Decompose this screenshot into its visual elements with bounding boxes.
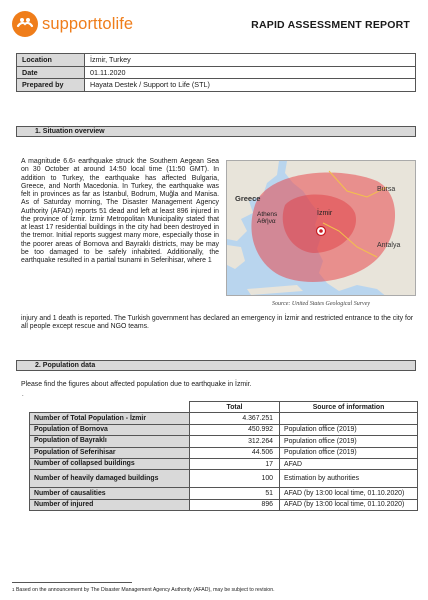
row-source [280, 413, 418, 424]
population-table [29, 401, 418, 511]
meta-value: İzmir, Turkey [85, 54, 416, 67]
map-label-antalya: Antalya [377, 242, 401, 249]
row-source: AFAD [280, 458, 418, 469]
table-row [30, 499, 418, 510]
row-label: Number of Total Population - İzmir [30, 413, 190, 424]
map-label-greece: Greece [235, 194, 261, 203]
map-caption: Source: United States Geological Survey [271, 301, 371, 307]
table-row [30, 447, 418, 458]
table-row [17, 66, 416, 79]
map-label-izmir: İzmir [317, 210, 333, 217]
report-title: RAPID ASSESSMENT REPORT [251, 19, 410, 31]
column-header-total: Total [190, 402, 280, 413]
footnote-text: Based on the announcement by The Disaster Management Agency Authority (AFAD), may be subject to revision. [15, 587, 275, 593]
row-total: 100 [190, 470, 280, 488]
row-total: 4.367.251 [190, 413, 280, 424]
para-text-start: A magnitude 6.6 [21, 158, 73, 165]
row-total: 44.506 [190, 447, 280, 458]
section-heading: 1. Situation overview [16, 126, 416, 137]
population-intro: Please find the figures about affected population due to earthquake in İzmir. [21, 381, 252, 388]
section-heading: 2. Population data [16, 360, 416, 371]
row-total: 17 [190, 458, 280, 469]
footnote-divider [12, 582, 132, 583]
report-meta-table [16, 53, 416, 92]
table-row [30, 458, 418, 469]
situation-paragraph-continued: injury and 1 death is reported. The Turkish government has declared an emergency in İzmir and restricted entrance to the city for all people except rescue and NGO teams. [21, 315, 414, 331]
situation-paragraph [21, 158, 219, 265]
table-row [30, 488, 418, 499]
meta-label: Prepared by [17, 79, 85, 92]
header-blank-cell [30, 402, 190, 413]
table-row [30, 470, 418, 488]
brand-name: supporttolife [42, 14, 134, 33]
footnote-ref: 1 [72, 158, 76, 163]
table-row [17, 54, 416, 67]
row-label: Population of Bayraklı [30, 436, 190, 447]
row-source: AFAD (by 13:00 local time, 01.10.2020) [280, 488, 418, 499]
map-label-bursa: Bursa [377, 186, 396, 193]
row-total: 312.264 [190, 436, 280, 447]
bullet-mark: . [22, 392, 24, 398]
map-label-athens: Athens [257, 211, 278, 218]
footnote [12, 587, 275, 593]
table-row [30, 436, 418, 447]
row-label: Population of Seferihisar [30, 447, 190, 458]
column-header-source: Source of information [280, 402, 418, 413]
row-label: Number of heavily damaged buildings [30, 470, 190, 488]
row-total: 450.992 [190, 424, 280, 435]
logo [12, 11, 133, 37]
support-to-life-logo-icon [12, 11, 38, 37]
meta-label: Location [17, 54, 85, 67]
earthquake-intensity-map [226, 160, 416, 296]
table-header-row [30, 402, 418, 413]
meta-value: 01.11.2020 [85, 66, 416, 79]
row-label: Number of injured [30, 499, 190, 510]
row-source: Population office (2019) [280, 436, 418, 447]
table-row [17, 79, 416, 92]
footnote-marker: 1 [12, 587, 15, 592]
row-total: 51 [190, 488, 280, 499]
row-source: Population office (2019) [280, 447, 418, 458]
row-source: Population office (2019) [280, 424, 418, 435]
meta-value: Hayata Destek / Support to Life (STL) [85, 79, 416, 92]
table-row [30, 413, 418, 424]
row-label: Population of Bornova [30, 424, 190, 435]
map-label-athina: Αθήνα [257, 218, 276, 225]
row-label: Number of collapsed buildings [30, 458, 190, 469]
meta-label: Date [17, 66, 85, 79]
row-source: Estimation by authorities [280, 470, 418, 488]
row-label: Number of causalities [30, 488, 190, 499]
report-header [12, 9, 416, 43]
row-total: 896 [190, 499, 280, 510]
table-row [30, 424, 418, 435]
para-text: earthquake struck the Southern Aegean Sea on 30 October at around 14:50 local time (11:50 GMT). In addition to Turkey, the earthquake has affected Bulgaria, Greece, and North Macedonia. In Turkey, the earthquake was felt in provinces as far as İstanbul, Bodrum, Muğla and Manisa. As of Saturday morning, The Disaster Management Agency Authority (AFAD) reports 51 dead and left at least 896 injured in the province of İzmir. İzmir Metropolitan Municipality stated that at least 17 residential buildings in the city had been destroyed in the tremor. Initial reports suggest many more, especially those in the poorer areas of Bornova and Bayraklı districts, may be may be too damaged to be safely inhabited. Additionally, the earthquake resulted in a partial tsunami in Seferihisar, where 1 [21, 158, 219, 264]
row-source: AFAD (by 13:00 local time, 01.10.2020) [280, 499, 418, 510]
